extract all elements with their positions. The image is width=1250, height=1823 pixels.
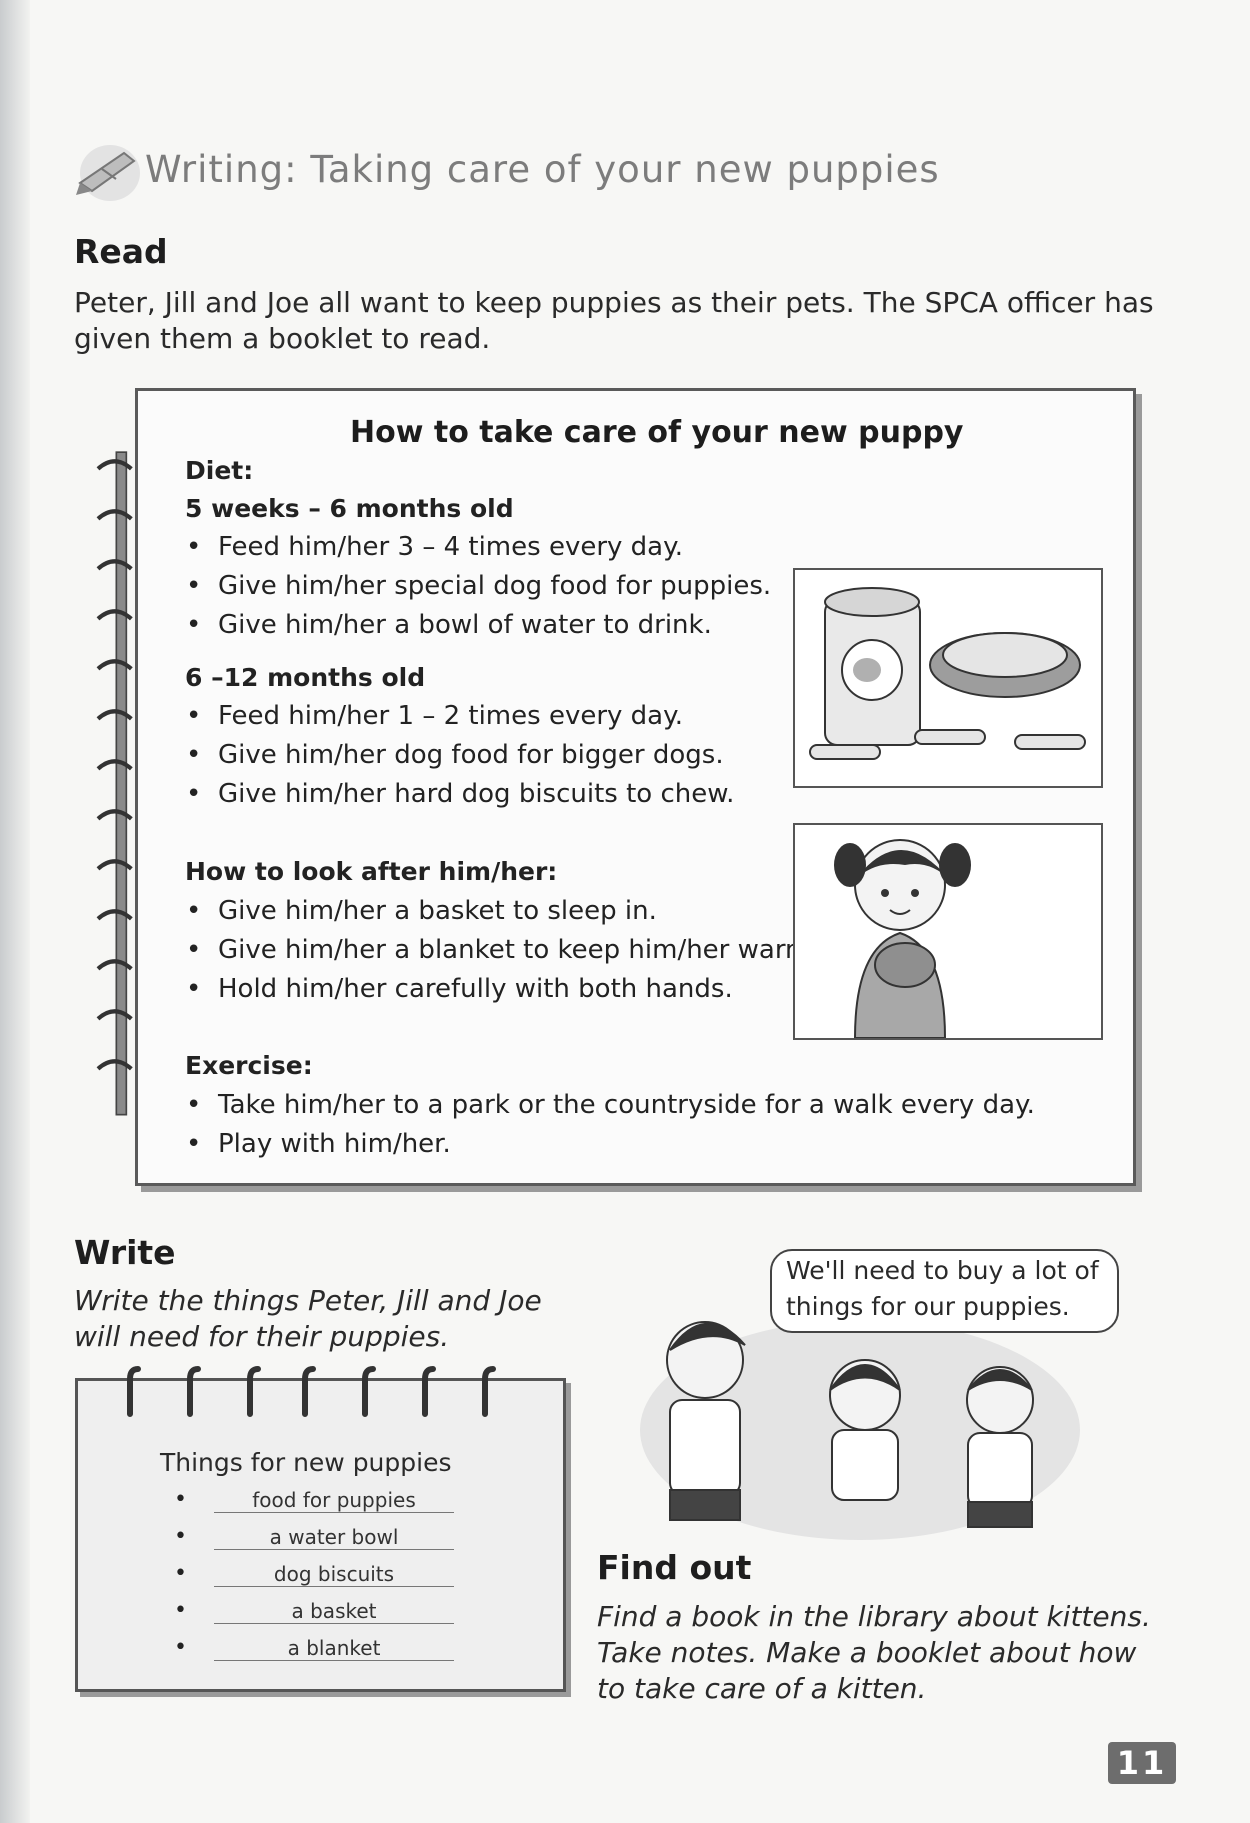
answer-line[interactable]: dog biscuits	[214, 1562, 454, 1587]
list-item: • Give him/her a basket to sleep in.	[218, 896, 657, 926]
write-heading: Write	[74, 1233, 176, 1272]
list-item: • Give him/her dog food for bigger dogs.	[218, 740, 724, 770]
speech-line1: We'll need to buy a lot of	[786, 1256, 1099, 1285]
read-intro-line2: given them a booklet to read.	[74, 322, 491, 355]
bullet: •	[174, 1524, 187, 1549]
bullet: •	[174, 1561, 187, 1586]
age-group-2-label: 6 –12 months old	[185, 663, 426, 692]
list-item: • Feed him/her 1 – 2 times every day.	[218, 701, 683, 731]
write-instruction-line1: Write the things Peter, Jill and Joe	[74, 1284, 542, 1317]
exercise-label: Exercise:	[185, 1051, 313, 1080]
notepad-title: Things for new puppies	[160, 1448, 452, 1477]
notepad-spiral-binding-icon	[110, 1362, 510, 1422]
read-heading: Read	[74, 232, 168, 271]
speech-line2: things for our puppies.	[786, 1292, 1070, 1321]
list-item: • Hold him/her carefully with both hands.	[218, 974, 733, 1004]
page-number: 11	[1108, 1742, 1176, 1784]
page-title: Writing: Taking care of your new puppies	[145, 148, 940, 191]
age-group-1-label: 5 weeks – 6 months old	[185, 494, 514, 523]
girl-holding-puppy-illustration	[793, 823, 1103, 1040]
answer-line[interactable]: a water bowl	[214, 1525, 454, 1550]
answer-line[interactable]: a basket	[214, 1599, 454, 1624]
list-item: • Feed him/her 3 – 4 times every day.	[218, 532, 683, 562]
pen-writing-icon	[72, 135, 142, 203]
list-item: • Give him/her a bowl of water to drink.	[218, 610, 712, 640]
booklet-spiral-binding-icon	[88, 388, 138, 1183]
find-out-line3: to take care of a kitten.	[597, 1672, 927, 1705]
booklet-title: How to take care of your new puppy	[350, 415, 964, 450]
answer-line[interactable]: food for puppies	[214, 1488, 454, 1513]
find-out-heading: Find out	[597, 1548, 752, 1587]
find-out-line2: Take notes. Make a booklet about how	[597, 1636, 1137, 1669]
diet-label: Diet:	[185, 456, 254, 485]
find-out-line1: Find a book in the library about kittens.	[597, 1600, 1151, 1633]
list-item: • Play with him/her.	[218, 1129, 451, 1159]
read-intro-line1: Peter, Jill and Joe all want to keep puppies as their pets. The SPCA officer has	[74, 286, 1154, 319]
bullet: •	[174, 1487, 187, 1512]
answer-line[interactable]: a blanket	[214, 1636, 454, 1661]
list-item: • Give him/her hard dog biscuits to chew.	[218, 779, 734, 809]
dog-food-bowl-illustration	[793, 568, 1103, 788]
list-item: • Give him/her a blanket to keep him/her warm.	[218, 935, 819, 965]
list-item: • Take him/her to a park or the countryside for a walk every day.	[218, 1090, 1035, 1120]
bullet: •	[174, 1635, 187, 1660]
list-item: • Give him/her special dog food for puppies.	[218, 571, 771, 601]
bullet: •	[174, 1598, 187, 1623]
care-label: How to look after him/her:	[185, 857, 558, 886]
write-instruction-line2: will need for their puppies.	[74, 1320, 450, 1353]
